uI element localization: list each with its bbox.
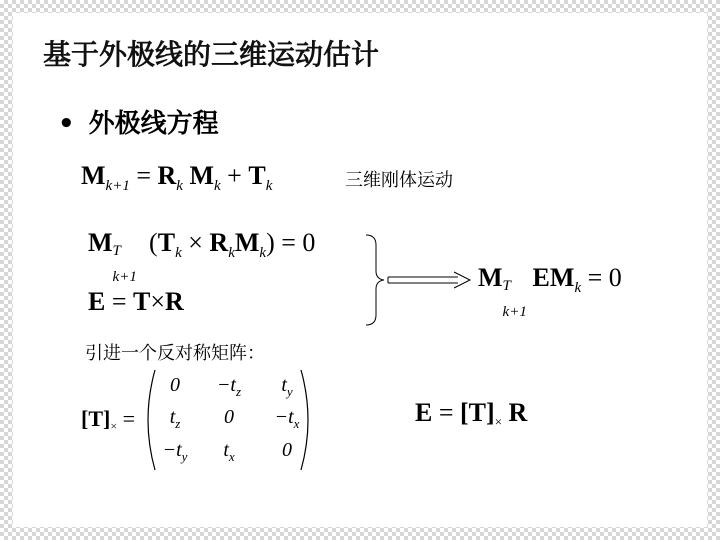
slide-title: 基于外极线的三维运动估计 xyxy=(43,38,380,71)
bullet-text: 外极线方程 xyxy=(88,109,219,139)
matrix-cell: 0 xyxy=(282,439,292,461)
slide xyxy=(13,13,707,527)
equation-essential-def: E = T×R xyxy=(88,287,184,316)
motion-label: 三维刚体运动 xyxy=(345,170,453,191)
bullet-item xyxy=(58,103,219,140)
equation-motion: $M_{k+1} = R_k$ $M_k + T_k$ xyxy=(81,161,273,194)
intro-text: 引进一个反对称矩阵： xyxy=(85,343,265,364)
brace-arrow-graphic xyxy=(358,233,478,328)
matrix-cell: $t_y$ xyxy=(281,374,293,399)
matrix-cell: $t_x$ xyxy=(223,439,235,464)
matrix-label: [T]× = xyxy=(81,406,136,433)
matrix-cell: $-t_x$ xyxy=(274,406,300,431)
matrix-cell: 0 xyxy=(170,374,180,396)
bullet-marker: • xyxy=(58,109,75,139)
equation-final: E = [T]× R xyxy=(415,398,528,429)
equation-constraint: M T k+1 $(T_k \times R_kM_k) = 0$ xyxy=(88,228,316,285)
matrix-cell: $t_z$ xyxy=(169,406,181,431)
matrix-cell: $-t_y$ xyxy=(162,439,188,464)
equation-result: M T k+1 $EM_k = 0$ xyxy=(478,263,622,320)
matrix-cell: 0 xyxy=(224,406,234,428)
matrix-cell: $-t_z$ xyxy=(216,374,242,399)
